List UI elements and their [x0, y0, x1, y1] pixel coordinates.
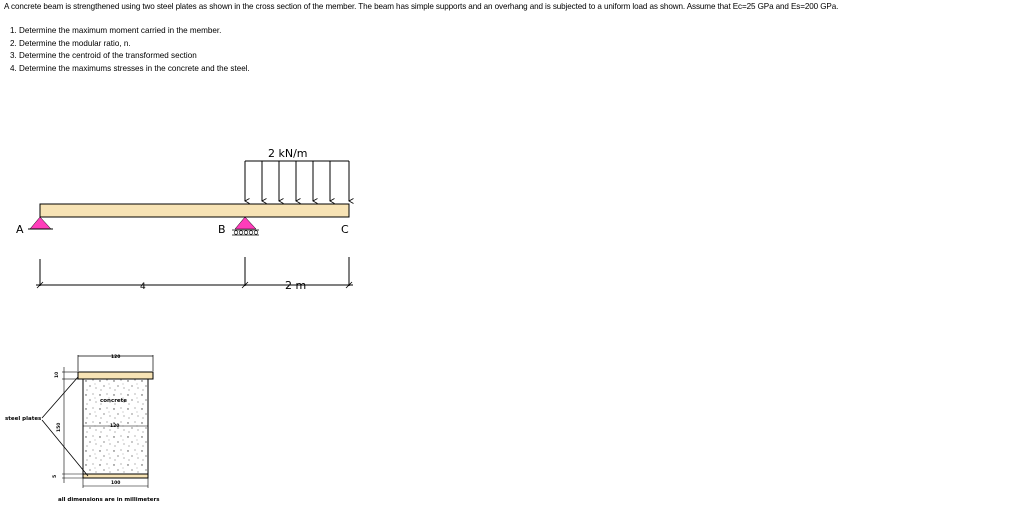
steel-plates-label: steel plates: [5, 416, 42, 422]
question-4: 4. Determine the maximums stresses in the concrete and the steel.: [10, 63, 250, 73]
top-width-label: 120: [111, 355, 121, 360]
beam: [40, 204, 349, 217]
pin-support-a: [28, 217, 53, 229]
end-label-c: C: [341, 223, 349, 236]
question-3: 3. Determine the centroid of the transformed section: [10, 51, 197, 60]
span-bc-label: 2 m: [285, 279, 307, 292]
bottom-steel-plate: [83, 474, 148, 478]
depth-label: 150: [57, 422, 62, 432]
distributed-load: [245, 161, 349, 201]
top-steel-plate: [78, 372, 153, 379]
roller-support-b: [232, 217, 259, 235]
dimensions-note: all dimensions are in millimeters: [58, 497, 160, 503]
support-label-b: B: [218, 223, 226, 236]
bottom-plate-thickness-label: 5: [53, 474, 58, 478]
top-plate-thickness-label: 10: [55, 371, 60, 378]
bottom-width-label: 100: [111, 481, 121, 486]
span-ab-label: 4: [140, 282, 146, 292]
support-label-a: A: [16, 223, 24, 236]
load-label: 2 kN/m: [268, 147, 308, 160]
question-1: 1. Determine the maximum moment carried in the member.: [10, 26, 222, 35]
concrete-label: concrete: [100, 398, 128, 404]
problem-intro: A concrete beam is strengthened using two steel plates as shown in the cross section of the member. The beam has simple supports and an overhang and is subjected to a uniform load as shown. Assume that Ec=25 GPa and Es=200 GPa.: [4, 2, 839, 11]
question-2: 2. Determine the modular ratio, n.: [10, 38, 131, 48]
inner-dimension-label: 120: [110, 424, 120, 429]
